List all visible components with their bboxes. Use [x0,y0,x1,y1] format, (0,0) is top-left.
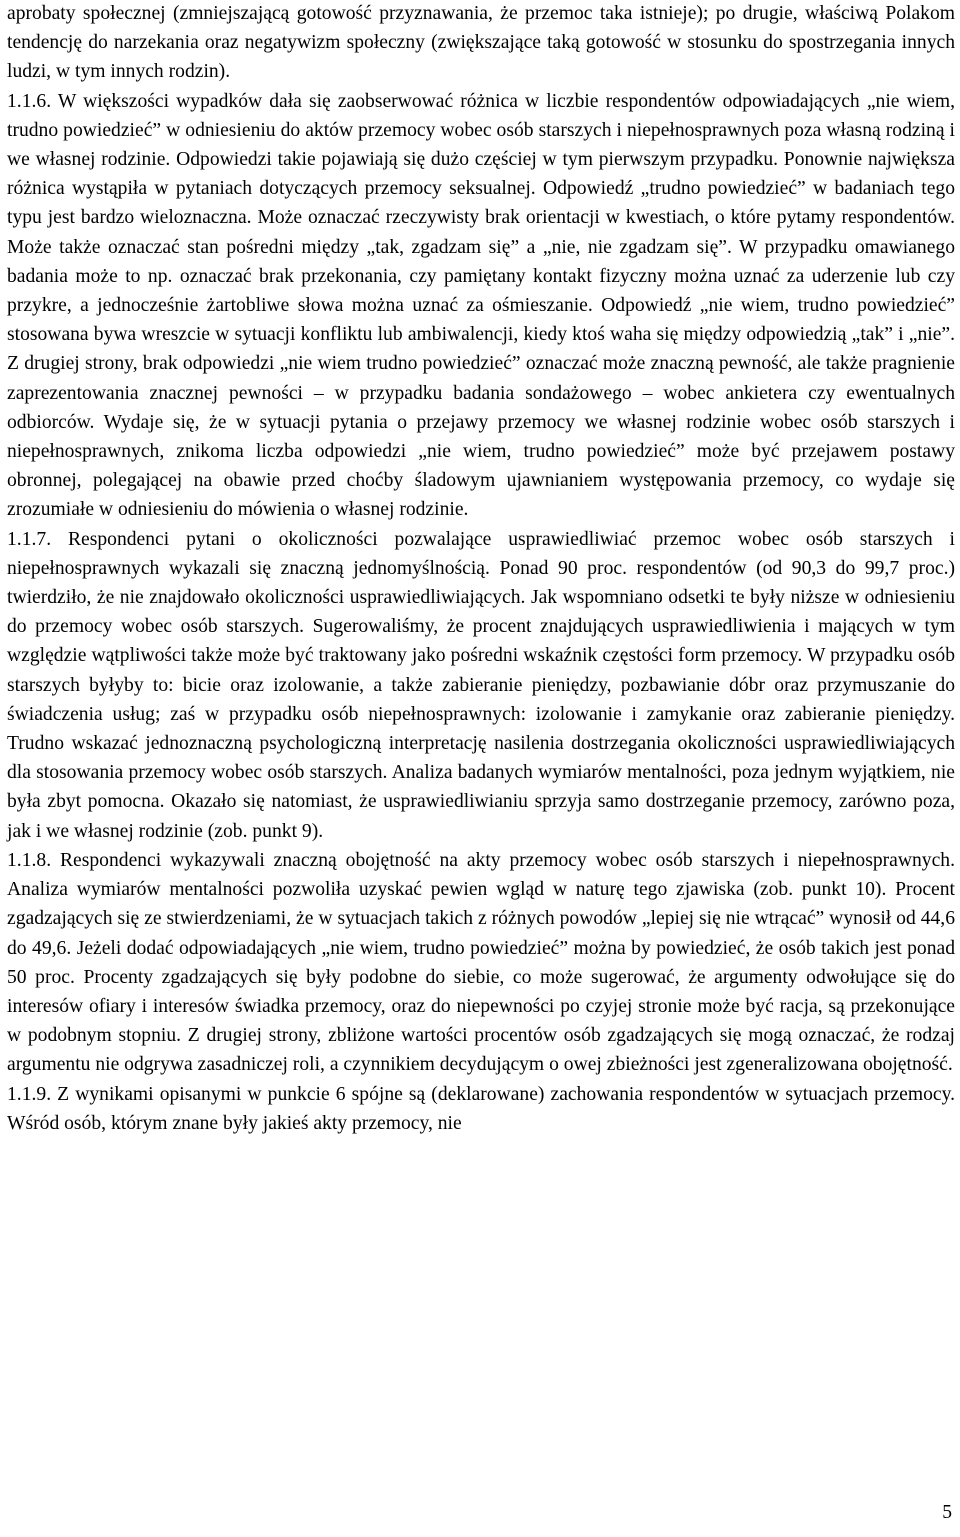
paragraph-1-1-8: 1.1.8. Respondenci wykazywali znaczną obojętność na akty przemocy wobec osób starszych i niepełnosprawnych. Analiza wymiarów mentalności pozwoliła uzyskać pewien wgląd w naturę tego zjawiska (zob. punkt 10). Procent zgadzających się ze stwierdzeniami, że w sytuacjach takich z różnych powodów „lepiej się nie wtrącać” wynosił od 44,6 do 49,6. Jeżeli dodać odpowiadających „nie wiem, trudno powiedzieć” można by powiedzieć, że osób takich jest ponad 50 proc. Procenty zgadzających się były podobne do siebie, co może sugerować, że argumenty odwołujące się do interesów ofiary i interesów świadka przemocy, oraz do niepewności po czyjej stronie może być racja, są przekonujące w podobnym stopniu. Z drugiej strony, zbliżone wartości procentów osób zgadzających się mogą oznaczać, że rodzaj argumentu nie odgrywa zasadniczej roli, a czynnikiem decydującym o owej zbieżności jest zgeneralizowana obojętność. [7,849,955,1076]
paragraph-1-1-9: 1.1.9. Z wynikami opisanymi w punkcie 6 spójne są (deklarowane) zachowania respondentów w sytuacjach przemocy. Wśród osób, którym znane były jakieś akty przemocy, nie [7,1083,955,1134]
page-number: 5 [942,1502,952,1523]
document-page [7,0,955,1138]
paragraph-1-1-6: 1.1.6. W większości wypadków dała się zaobserwować różnica w liczbie respondentów odpowiadających „nie wiem, trudno powiedzieć” w odniesieniu do aktów przemocy wobec osób starszych i niepełnosprawnych poza własną rodziną i we własnej rodzinie. Odpowiedzi takie pojawiają się dużo częściej w tym pierwszym przypadku. Ponownie największa różnica wystąpiła w pytaniach dotyczących przemocy seksualnej. Odpowiedź „trudno powiedzieć” w badaniach tego typu jest bardzo wieloznaczna. Może oznaczać rzeczywisty brak orientacji w kwestiach, o które pytamy respondentów. Może także oznaczać stan pośredni między „tak, zgadzam się” a „nie, nie zgadzam się”. W przypadku omawianego badania może to np. oznaczać brak przekonania, czy pamiętany kontakt fizyczny można uznać za uderzenie lub czy przykre, a jednocześnie żartobliwe słowa można uznać za ośmieszanie. Odpowiedź „nie wiem, trudno powiedzieć” stosowana bywa wreszcie w sytuacji konfliktu lub ambiwalencji, kiedy ktoś waha się między odpowiedzią „tak” i „nie”. Z drugiej strony, brak odpowiedzi „nie wiem trudno powiedzieć” oznaczać może znaczną pewność, ale także pragnienie zaprezentowania znacznej pewności – w przypadku badania sondażowego – wobec ankietera czy ewentualnych odbiorców. Wydaje się, że w sytuacji pytania o przejawy przemocy we własnej rodzinie wobec osób starszych i niepełnosprawnych, znikoma liczba odpowiedzi „nie wiem, trudno powiedzieć” może być przejawem postawy obronnej, polegającej na obawie przed choćby śladowym ujawnianiem występowania przemocy, co wydaje się zrozumiałe w odniesieniu do mówienia o własnej rodzinie. [7,90,955,521]
paragraph-continuation: aprobaty społecznej (zmniejszającą gotowość przyznawania, że przemoc taka istnieje); po drugie, właściwą Polakom tendencję do narzekania oraz negatywizm społeczny (zwiększające taką gotowość w stosunku do spostrzegania innych ludzi, w tym innych rodzin). [7,3,955,83]
paragraph-1-1-7: 1.1.7. Respondenci pytani o okoliczności pozwalające usprawiedliwiać przemoc wobec osób starszych i niepełnosprawnych wykazali się znaczną jednomyślnością. Ponad 90 proc. respondentów (od 90,3 do 99,7 proc.) twierdziło, że nie znajdowało okoliczności usprawiedliwiających. Jak wspomniano odsetki te były niższe w odniesieniu do przemocy wobec osób starszych. Sugerowaliśmy, że procent znajdujących usprawiedliwienia i mających w tym względzie wątpliwości także może być traktowany jako pośredni wskaźnik częstości form przemocy. W przypadku osób starszych byłyby to: bicie oraz izolowanie, a także zabieranie pieniędzy, pozbawianie dóbr oraz przymuszanie do świadczenia usług; zaś w przypadku osób niepełnosprawnych: izolowanie i zamykanie oraz zabieranie pieniędzy. Trudno wskazać jednoznaczną psychologiczną interpretację nasilenia dostrzegania okoliczności usprawiedliwiających dla stosowania przemocy wobec osób starszych. Analiza badanych wymiarów mentalności, poza jednym wyjątkiem, nie była zbyt pomocna. Okazało się natomiast, że usprawiedliwianiu sprzyja samo dostrzeganie przemocy, zarówno poza, jak i we własnej rodzinie (zob. punkt 9). [7,528,955,842]
